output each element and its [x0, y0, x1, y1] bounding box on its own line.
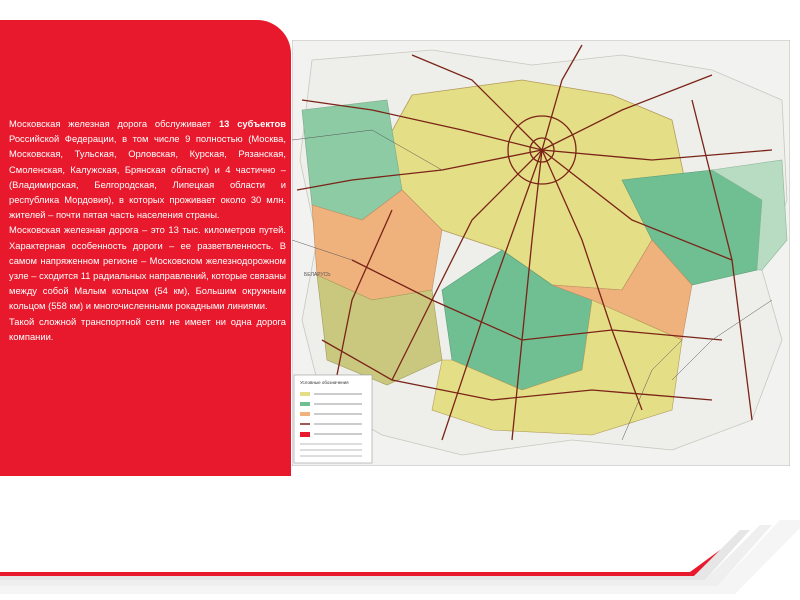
text-run: Такой сложной транспортной сети не имеет ни одна дорога компании. — [9, 315, 286, 342]
brand-stripes — [0, 520, 800, 600]
text-run: Московская железная дорога обслуживает — [9, 118, 219, 129]
belarus-label: БЕЛАРУСЬ — [304, 272, 331, 278]
stripe-red — [0, 550, 724, 576]
paragraph-1 — [9, 116, 286, 222]
legend-title: Условные обозначения — [300, 380, 349, 385]
bold-run: 13 субъектов — [218, 118, 286, 129]
text-run: Московская железная дорога – это 13 тыс. километров путей. Характерная особенность дороги – ее разветвленность. В самом напряженном регионе – Московском железнодорожном узле – сходится 11 радиальных направлений, которые связаны между собой Малым кольцом (54 км), Большим окружным кольцом (558 км) и многочисленными рокадными линиями. — [9, 224, 286, 312]
paragraph-3 — [9, 314, 286, 344]
description-text — [9, 116, 286, 344]
paragraph-2 — [9, 222, 286, 313]
text-panel — [0, 20, 291, 476]
railway-map — [292, 40, 790, 466]
text-run: Российской Федерации, в том числе 9 полностью (Москва, Московская, Тульская, Орловская, Курская, Рязанская, Смоленская, Калужская, Брянская области) и 4 частично – (Владимирская, Белгородская, Липецкая области и республика Мордовия), в которых проживает около 30 млн. жителей – почти пятая часть населения страны. — [9, 133, 286, 221]
